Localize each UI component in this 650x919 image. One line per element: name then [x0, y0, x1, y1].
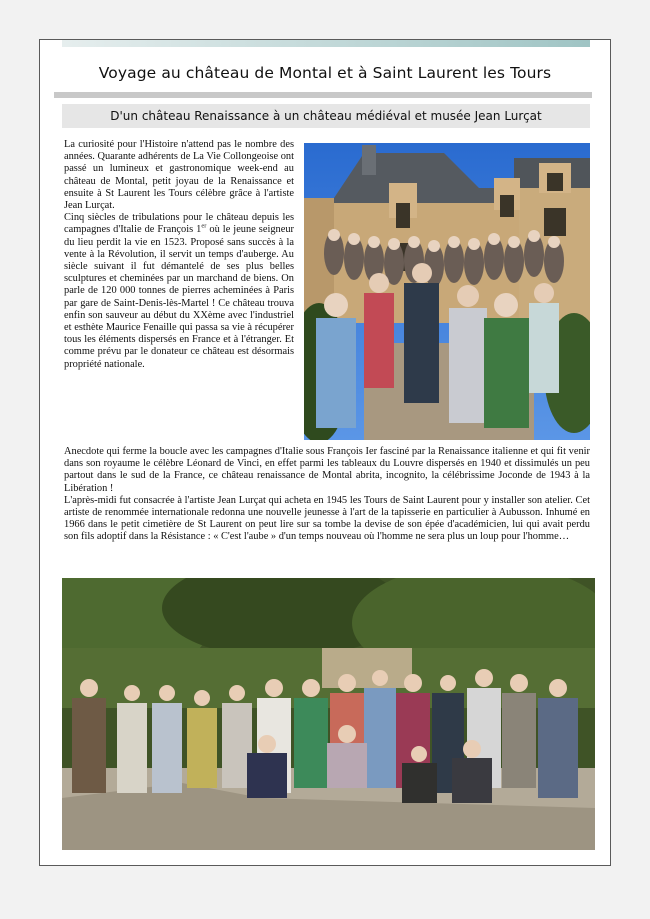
history-text-end: où le jeune seigneur du lieu perdit la vie en 1523. Proposé sans succès à la vente à la Révolution, il servit un temps d'auberge. Au siècle suivant il fut démantelé de ses plus belles sculptures et cheminées par un marchand de biens. On parle de 120 000 tonnes de pierres acheminées à Paris par gare de Saint-Denis-lès-Martel ! Ce château trouva enfin son sauveur au début du XXème avec l'industriel et esthète Maurice Fenaille qui passa sa vie à récupérer tous les éléments dispersés en France et à l'étranger. Et comme prévu par le donateur ce château est désormais propriété nationale. [64, 224, 295, 370]
paragraph-joconde: Anecdote qui ferme la boucle avec les campagnes d'Italie sous François Ier fasciné par la Renaissance italienne et qui fit venir dans son royaume le célèbre Léonard de Vinci, en effet parmi les tableaux du Louvre dispersés en 1940 et dissimulés un peu partout dans le sud de la France, ce château renaissance de Montal abrita, incognito, la célébrissime Joconde de 1943 à la Libération ! [64, 446, 590, 494]
paragraph-history [64, 212, 294, 371]
page-title: Voyage au château de Montal et à Saint Laurent les Tours [98, 64, 552, 82]
top-color-band [62, 40, 590, 47]
paragraph-intro: La curiosité pour l'Histoire n'attend pas le nombre des années. Quarante adhérents de La Vie Collongeoise ont passé un lumineux et gastronomique week-end au château de Montal, petit joyau de la Renaissance et ensuite à St Laurent les Tours célèbre grâce à l'artiste Jean Lurçat. [64, 139, 295, 212]
paragraph-lurcat: L'après-midi fut consacrée à l'artiste Jean Lurçat qui acheta en 1945 les Tours de Saint Laurent pour y installer son atelier. Cet artiste de renommée internationale redonna une nouvelle jeunesse à l'art de la tapisserie en particulier à Aubusson. Inhumé en 1966 dans le petit cimetière de St Laurent on peut lire sur sa tombe la devise de son épée d'académicien, lui qui avait perdu son fils adoptif dans la Résistance : « C'est l'aube » d'un temps nouveau où l'homme ne sera plus un loup pour l'homme… [64, 494, 590, 543]
superscript-er: er [201, 222, 207, 230]
subtitle-banner: D'un château Renaissance à un château médiéval et musée Jean Lurçat [62, 104, 590, 128]
castle-group-photo [304, 143, 590, 440]
group-photo-courtyard [62, 578, 595, 850]
history-text-start: Cinq siècles de tribulations pour le château depuis les campagnes d'Italie de François 1 [64, 212, 294, 236]
column-text [64, 139, 294, 371]
title-divider [54, 92, 592, 98]
full-width-text [64, 446, 590, 544]
